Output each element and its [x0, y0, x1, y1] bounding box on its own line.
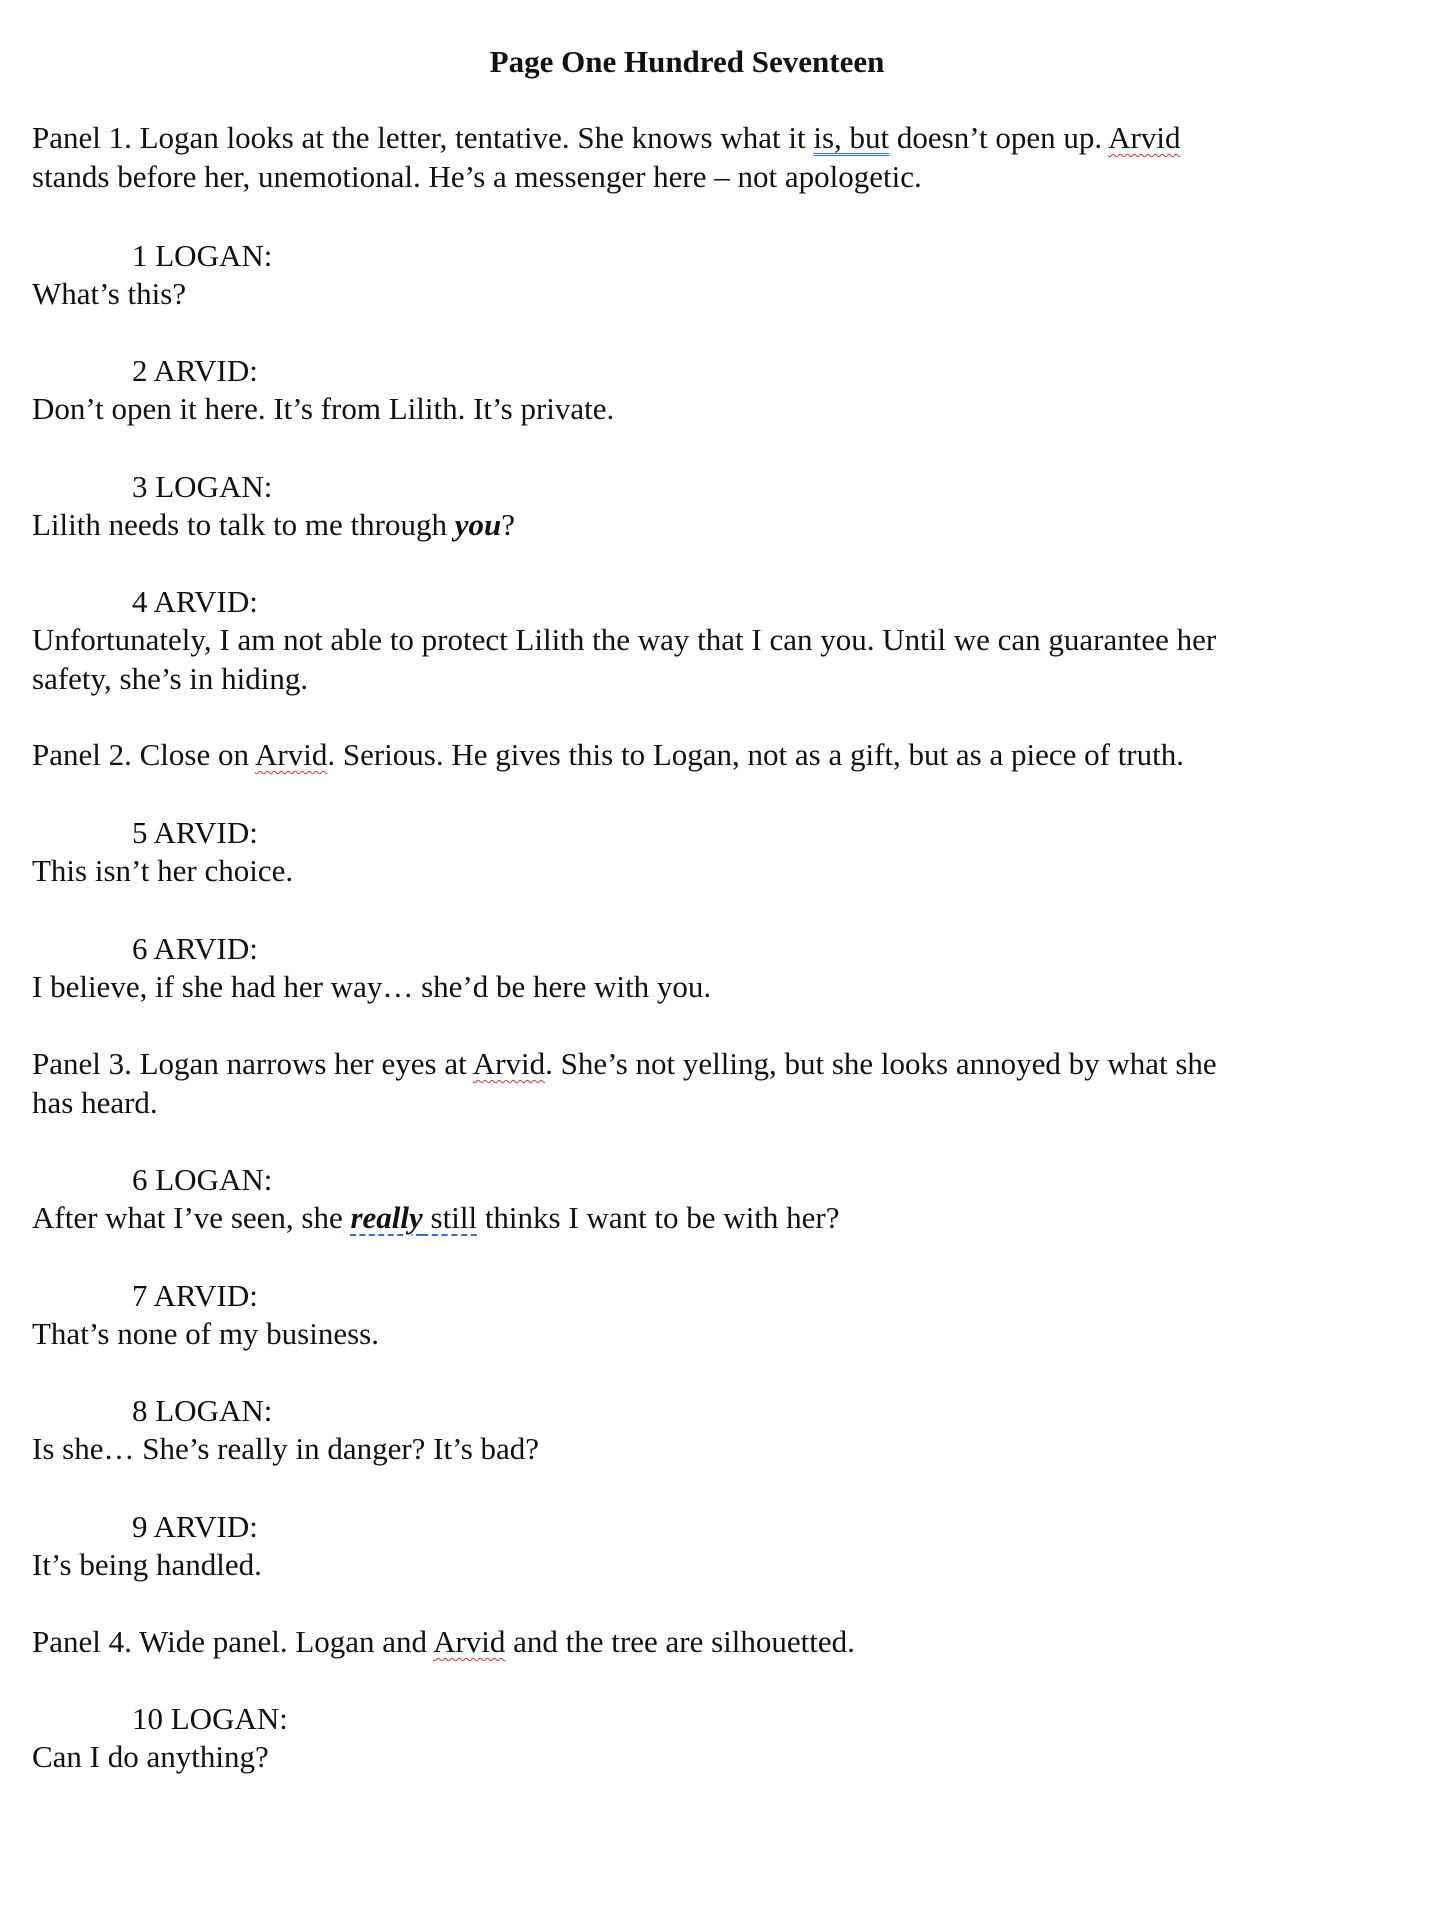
grammar-flag: is, but — [813, 120, 890, 155]
panel-1-text: Panel 1. Logan looks at the letter, tentative. She knows what it — [32, 120, 814, 155]
speaker-label: 3 LOGAN: — [132, 469, 273, 504]
dialogue-line: This isn’t her choice. — [32, 853, 294, 888]
spelling-flag: Arvid — [255, 737, 328, 772]
dialogue-text: ? — [501, 507, 516, 542]
speaker-label: 5 ARVID: — [132, 815, 258, 850]
panel-1-description-line-2: stands before her, unemotional. He’s a messenger here – not apologetic. — [32, 159, 922, 194]
speaker-label: 6 LOGAN: — [132, 1162, 273, 1197]
grammar-flag: still — [422, 1200, 478, 1235]
panel-3-text: . She’s not yelling, but she looks annoyed by what she — [545, 1046, 1217, 1081]
dialogue-text: After what I’ve seen, she — [32, 1200, 351, 1235]
spelling-flag: Arvid — [433, 1624, 506, 1659]
dialogue-text: thinks I want to be with her? — [477, 1200, 840, 1235]
speaker-label: 8 LOGAN: — [132, 1393, 273, 1428]
speaker-label: 1 LOGAN: — [132, 238, 273, 273]
page-title: Page One Hundred Seventeen — [489, 44, 885, 79]
dialogue-line: It’s being handled. — [32, 1547, 262, 1582]
panel-2-text: . Serious. He gives this to Logan, not as a gift, but as a piece of truth. — [327, 737, 1184, 772]
dialogue-line: safety, she’s in hiding. — [32, 661, 309, 696]
panel-3-description-line-1 — [32, 1044, 1414, 1083]
dialogue-line: Can I do anything? — [32, 1739, 269, 1774]
panel-2-description — [32, 735, 1414, 774]
speaker-label: 4 ARVID: — [132, 584, 258, 619]
dialogue-text: Lilith needs to talk to me through — [32, 507, 455, 542]
panel-3-description-line-2: has heard. — [32, 1085, 158, 1120]
dialogue-line: I believe, if she had her way… she’d be here with you. — [32, 969, 712, 1004]
dialogue-line: Don’t open it here. It’s from Lilith. It’s private. — [32, 391, 615, 426]
panel-1-description-line-1 — [32, 118, 1414, 157]
panel-1-text: doesn’t open up. — [889, 120, 1109, 155]
panel-2-text: Panel 2. Close on — [32, 737, 256, 772]
spelling-flag: Arvid — [472, 1046, 546, 1081]
speaker-label: 10 LOGAN: — [132, 1701, 288, 1736]
panel-4-description — [32, 1622, 1414, 1661]
speaker-label: 6 ARVID: — [132, 931, 258, 966]
dialogue-line — [32, 1198, 1414, 1237]
speaker-label: 9 ARVID: — [132, 1509, 258, 1544]
speaker-label: 7 ARVID: — [132, 1278, 258, 1313]
spelling-flag: Arvid — [1108, 120, 1181, 155]
dialogue-line: Is she… She’s really in danger? It’s bad? — [32, 1431, 540, 1466]
dialogue-line — [32, 505, 1414, 544]
dialogue-line: What’s this? — [32, 276, 187, 311]
speaker-label: 2 ARVID: — [132, 353, 258, 388]
emphasis-text: really — [350, 1200, 423, 1235]
panel-3-text: Panel 3. Logan narrows her eyes at — [32, 1046, 473, 1081]
dialogue-line: Unfortunately, I am not able to protect Lilith the way that I can you. Until we can guarantee her — [32, 622, 1217, 657]
dialogue-line: That’s none of my business. — [32, 1316, 379, 1351]
emphasis-text: you — [454, 507, 502, 542]
panel-4-text: and the tree are silhouetted. — [505, 1624, 855, 1659]
panel-4-text: Panel 4. Wide panel. Logan and — [32, 1624, 434, 1659]
